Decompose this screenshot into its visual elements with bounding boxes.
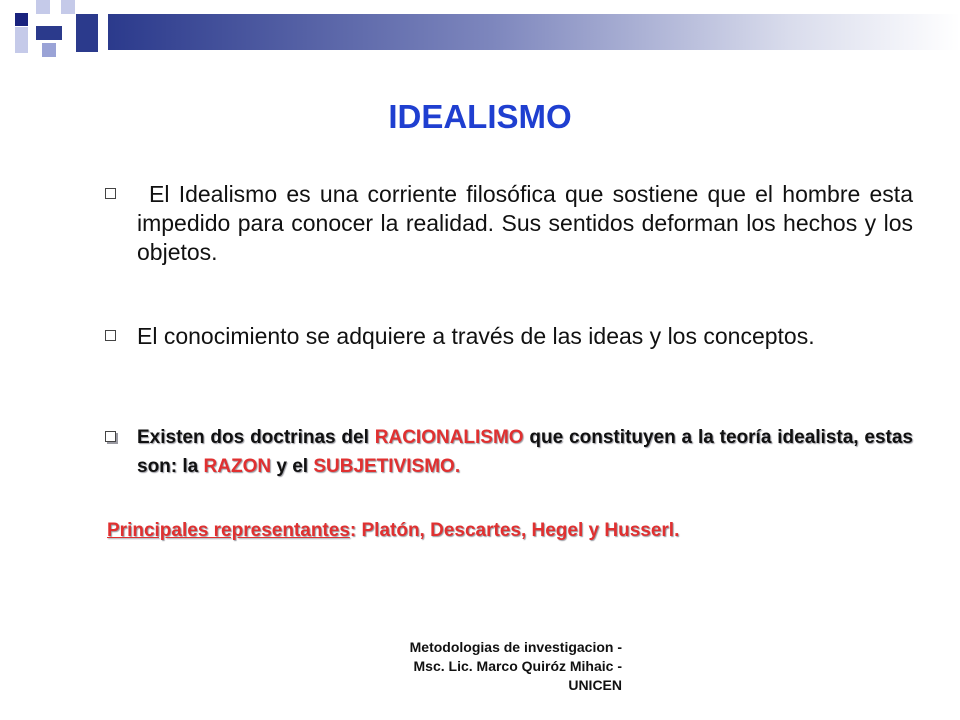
- deco-square: [61, 0, 75, 14]
- slide-title: IDEALISMO: [388, 98, 572, 135]
- footer-line-1: Metodologias de investigacion -: [409, 639, 622, 655]
- text-run: que constituyen a la teoría idealista, estas son: la: [137, 427, 914, 477]
- square-bullet-icon: [105, 188, 116, 199]
- text-run: .: [454, 456, 461, 477]
- square-bullet-icon: [105, 330, 116, 341]
- bullet-2: [105, 322, 913, 351]
- header-gradient-band: [108, 14, 960, 50]
- footer-line-2: Msc. Lic. Marco Quiróz Mihaic -: [413, 658, 622, 674]
- footer-line-3: UNICEN: [568, 677, 622, 693]
- deco-square: [15, 13, 28, 26]
- square-bullet-icon: [105, 431, 116, 442]
- deco-square: [62, 31, 75, 44]
- deco-square: [15, 27, 28, 53]
- representatives-label: Principales representantes: [107, 520, 350, 541]
- text-run: Existen dos doctrinas del: [137, 427, 375, 448]
- bullet-3-text: [137, 423, 913, 481]
- deco-square: [42, 43, 56, 57]
- deco-square: [76, 14, 98, 52]
- slide-footer: [300, 638, 622, 695]
- text-run: y el: [271, 456, 314, 477]
- representatives-names: : Platón, Descartes, Hegel y Husserl.: [349, 520, 680, 541]
- bullet-2-text: El conocimiento se adquiere a través de las ideas y los conceptos.: [137, 323, 815, 349]
- representatives-line: [107, 520, 679, 542]
- highlight-razon: RAZON: [203, 456, 272, 477]
- bullet-1: [105, 180, 913, 267]
- highlight-racionalismo: RACIONALISMO: [374, 427, 524, 448]
- deco-square: [36, 26, 62, 40]
- bullet-1-text: El Idealismo es una corriente filosófica que sostiene que el hombre esta impedido para conocer la realidad. Sus sentidos deforman los hechos y los objetos.: [137, 181, 913, 265]
- deco-square: [36, 0, 50, 14]
- highlight-subjetivismo: SUBJETIVISMO: [313, 456, 455, 477]
- bullet-3: [105, 423, 913, 481]
